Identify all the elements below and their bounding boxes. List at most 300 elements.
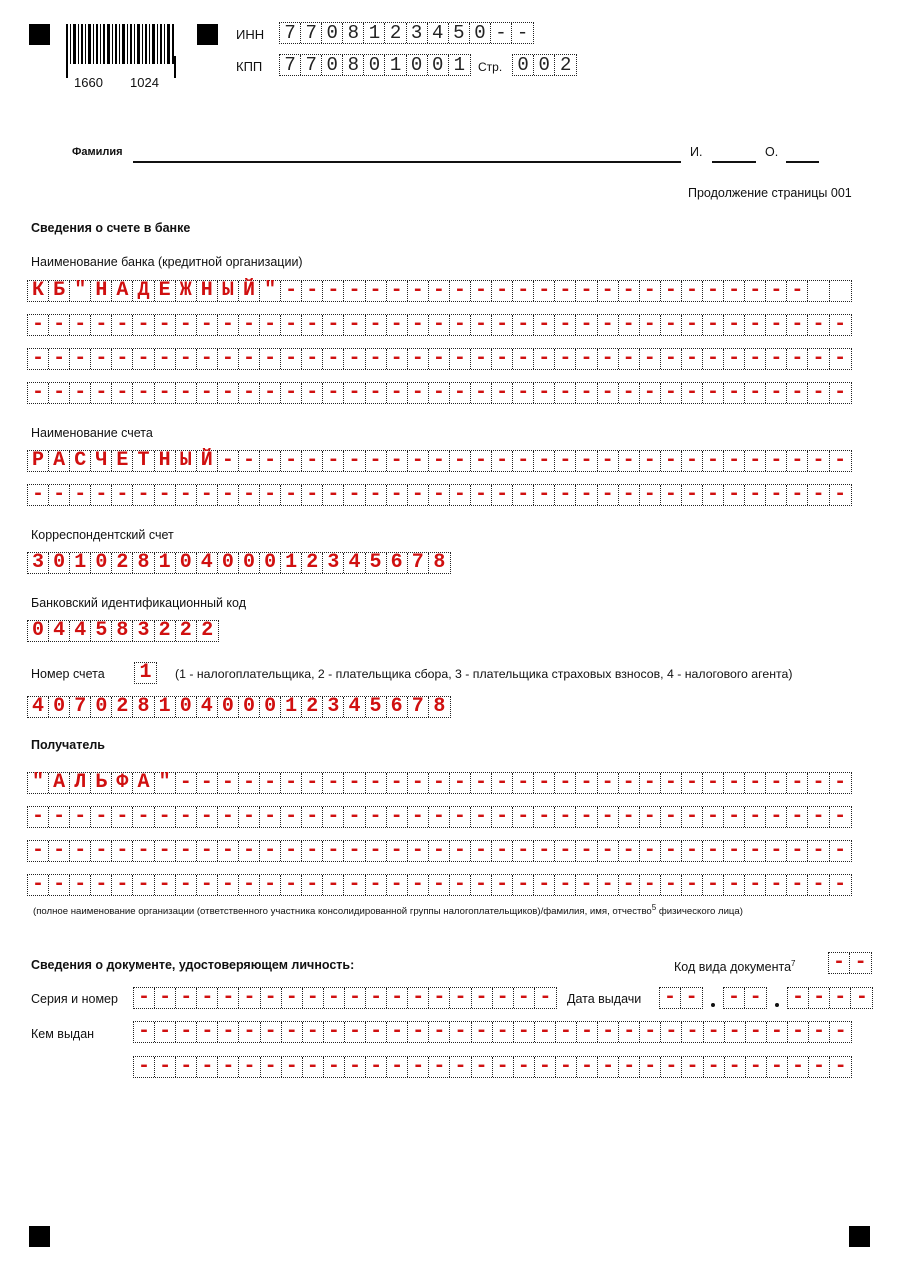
char-cell: - [70,315,91,335]
char-cell: - [661,315,682,335]
char-cell: - [134,1057,155,1077]
inn-field[interactable] [279,22,534,44]
char-cell: А [133,773,154,793]
char-cell: - [281,315,302,335]
char-cell: - [535,1057,556,1077]
char-cell: 2 [385,23,406,43]
char-cell: - [155,383,176,403]
char-cell: - [640,349,661,369]
char-cell: - [725,1057,746,1077]
char-cell: - [218,875,239,895]
char-cell: - [745,281,766,301]
char-cell: - [176,1022,197,1042]
char-cell: - [661,1057,682,1077]
char-cell: - [492,281,513,301]
char-cell: - [808,383,829,403]
char-cell: 2 [302,553,323,573]
char-cell: - [282,1057,303,1077]
char-cell: - [704,1057,725,1077]
char-cell: - [830,988,851,1008]
char-cell: - [344,315,365,335]
char-cell: - [619,383,640,403]
char-cell: - [492,485,513,505]
char-cell: - [703,875,724,895]
char-cell: - [576,281,597,301]
char-cell: - [176,807,197,827]
char-cell: - [661,773,682,793]
char-cell: 4 [70,621,91,641]
char-cell: - [260,349,281,369]
char-cell: 4 [197,553,218,573]
char-cell: - [724,383,745,403]
char-cell: - [598,875,619,895]
char-cell: 7 [280,55,301,75]
char-cell: - [682,875,703,895]
char-cell: - [556,1022,577,1042]
char-cell: - [492,841,513,861]
char-cell: - [261,1022,282,1042]
char-cell: 0 [534,55,555,75]
char-cell: 1 [155,553,176,573]
char-cell: - [366,1022,387,1042]
char-cell: - [766,281,787,301]
char-cell: - [661,349,682,369]
char-cell: - [28,807,49,827]
char-cell: - [576,841,597,861]
char-cell: - [809,1022,830,1042]
char-cell: - [281,773,302,793]
char-cell: - [429,841,450,861]
char-cell: - [766,773,787,793]
char-cell: - [576,773,597,793]
char-cell: - [112,841,133,861]
recipient-row[interactable] [27,772,852,794]
char-cell: - [492,383,513,403]
char-cell: - [281,485,302,505]
char-cell: - [598,383,619,403]
char-cell: - [429,807,450,827]
char-cell: - [323,315,344,335]
char-cell: - [239,807,260,827]
char-cell: - [619,349,640,369]
char-cell: - [834,1055,847,1078]
issue-year-field[interactable] [787,987,873,1009]
char-cell: - [809,988,830,1008]
char-cell: - [640,841,661,861]
char-cell: - [239,1022,260,1042]
char-cell: - [408,1022,429,1042]
char-cell: - [260,773,281,793]
char-cell: 4 [344,697,365,717]
account-number-field[interactable] [27,696,451,718]
page-field[interactable] [512,54,577,76]
char-cell: - [619,1022,640,1042]
account-type-field[interactable] [134,662,157,684]
char-cell: - [682,315,703,335]
char-cell: 3 [407,23,428,43]
bank-name-row[interactable] [27,314,852,336]
char-cell: 6 [387,553,408,573]
series-number-field[interactable] [133,987,557,1009]
char-cell: - [766,315,787,335]
char-cell: - [282,988,303,1008]
char-cell: - [302,875,323,895]
char-cell: - [703,485,724,505]
char-cell: 0 [176,697,197,717]
char-cell: - [302,773,323,793]
char-cell: - [682,1057,703,1077]
char-cell: - [471,485,492,505]
char-cell: 4 [197,697,218,717]
char-cell: - [703,807,724,827]
char-cell: - [703,281,724,301]
char-cell [830,281,851,301]
char-cell: - [345,1022,366,1042]
char-cell: - [493,1022,514,1042]
recipient-note-text: (полное наименование организации (ответственного участника консолидированной группы налогоплательщиков)/фамилия, имя, отчество [33,906,652,918]
barcode-number-left: 1660 [74,75,103,90]
char-cell: - [745,841,766,861]
char-cell: - [28,383,49,403]
bank-name-row[interactable] [27,280,852,302]
char-cell: - [218,485,239,505]
char-cell: 1 [281,697,302,717]
char-cell: 0 [28,621,49,641]
char-cell: - [176,485,197,505]
char-cell: - [408,281,429,301]
recipient-row[interactable] [27,806,852,828]
char-cell: - [133,349,154,369]
char-cell: - [112,485,133,505]
char-cell: - [112,383,133,403]
account-name-row[interactable] [27,450,852,472]
char-cell: - [133,807,154,827]
char-cell: 7 [70,697,91,717]
char-cell: - [745,349,766,369]
char-cell: - [239,841,260,861]
char-cell: - [155,988,176,1008]
char-cell: - [261,988,282,1008]
char-cell: - [91,875,112,895]
char-cell: - [834,483,847,506]
char-cell: - [134,1022,155,1042]
char-cell: 7 [280,23,301,43]
char-cell: - [450,841,471,861]
char-cell: - [260,315,281,335]
char-cell: - [619,807,640,827]
char-cell: - [28,315,49,335]
char-cell: - [619,773,640,793]
char-cell: - [408,875,429,895]
char-cell: - [450,315,471,335]
char-cell: - [598,807,619,827]
char-cell: 1 [364,23,385,43]
char-cell: - [808,315,829,335]
char-cell: - [619,451,640,471]
char-cell: - [724,988,745,1008]
char-cell: 2 [201,619,214,642]
recipient-row[interactable] [27,874,852,896]
char-cell: - [808,485,829,505]
char-cell: - [112,315,133,335]
initial-i-line[interactable] [712,161,756,163]
char-cell: 0 [322,23,343,43]
char-cell: - [197,988,218,1008]
char-cell: - [534,349,555,369]
char-cell: - [197,875,218,895]
char-cell: - [450,383,471,403]
char-cell: - [387,383,408,403]
char-cell: - [344,485,365,505]
char-cell: - [366,841,387,861]
char-cell: - [471,349,492,369]
char-cell: - [303,1057,324,1077]
char-cell: А [112,281,133,301]
char-cell: - [640,1057,661,1077]
char-cell: 8 [433,695,446,718]
char-cell: - [408,1057,429,1077]
bank-name-row[interactable] [27,348,852,370]
char-cell: - [91,349,112,369]
char-cell: - [703,349,724,369]
doc-type-field[interactable] [828,952,872,974]
char-cell: 4 [344,553,365,573]
char-cell: - [302,451,323,471]
char-cell: - [704,1022,725,1042]
char-cell: - [492,451,513,471]
char-cell: - [450,485,471,505]
char-cell: - [514,1022,535,1042]
recipient-row[interactable] [27,840,852,862]
barcode-bars [66,24,176,64]
char-cell: - [682,773,703,793]
char-cell: - [492,807,513,827]
char-cell: - [682,349,703,369]
char-cell: 4 [49,621,70,641]
account-name-row[interactable] [27,484,852,506]
char-cell: - [366,383,387,403]
corner-marker-bottom-right [849,1226,870,1247]
char-cell: Ы [218,281,239,301]
char-cell: - [555,349,576,369]
char-cell: - [344,349,365,369]
char-cell: - [28,841,49,861]
issue-day-field[interactable] [659,987,703,1009]
surname-line[interactable] [133,161,681,163]
char-cell: - [788,988,809,1008]
doc-type-label [674,959,795,974]
char-cell: - [176,315,197,335]
char-cell: 5 [366,553,387,573]
char-cell: - [492,875,513,895]
char-cell: - [534,451,555,471]
char-cell: - [450,1022,471,1042]
char-cell: - [387,485,408,505]
char-cell: - [176,875,197,895]
char-cell: - [513,281,534,301]
char-cell: - [661,485,682,505]
char-cell: 0 [428,55,449,75]
char-cell: - [366,315,387,335]
doc-type-label-text: Код вида документа [674,960,792,975]
char-cell: - [429,485,450,505]
account-name-label: Наименование счета [31,426,153,440]
char-cell: - [492,315,513,335]
char-cell: - [766,807,787,827]
char-cell: - [176,1057,197,1077]
char-cell: - [745,875,766,895]
char-cell: - [834,771,847,794]
corr-account-field[interactable] [27,552,451,574]
char-cell: - [408,383,429,403]
char-cell: - [197,383,218,403]
char-cell: - [28,875,49,895]
char-cell: - [260,875,281,895]
char-cell: С [70,451,91,471]
id-document-title: Сведения о документе, удостоверяющем личность: [31,958,355,972]
char-cell: - [70,807,91,827]
char-cell: - [450,988,471,1008]
initial-o-line[interactable] [786,161,819,163]
bank-section-title: Сведения о счете в банке [31,221,191,235]
char-cell: Б [49,281,70,301]
char-cell: - [514,988,535,1008]
char-cell: 0 [260,553,281,573]
continuation-text: Продолжение страницы 001 [688,186,852,200]
char-cell: - [661,451,682,471]
char-cell: - [387,1057,408,1077]
char-cell: - [724,807,745,827]
char-cell: - [387,1022,408,1042]
char-cell: Н [197,281,218,301]
char-cell: - [176,988,197,1008]
char-cell: - [513,451,534,471]
char-cell: 8 [343,55,364,75]
char-cell: - [387,841,408,861]
char-cell: - [450,773,471,793]
char-cell: - [749,986,762,1009]
series-number-label: Серия и номер [31,992,118,1006]
char-cell: Д [133,281,154,301]
issued-by-row[interactable] [133,1056,852,1078]
char-cell: - [239,451,260,471]
char-cell: - [408,349,429,369]
char-cell: - [366,1057,387,1077]
char-cell: - [640,1022,661,1042]
char-cell: 0 [407,55,428,75]
recipient-note-sup: 5 [651,903,657,912]
char-cell: - [281,451,302,471]
char-cell: - [640,281,661,301]
char-cell: - [303,988,324,1008]
char-cell: - [197,807,218,827]
char-cell: - [834,839,847,862]
char-cell: - [787,383,808,403]
char-cell: - [218,451,239,471]
char-cell: - [218,841,239,861]
char-cell: - [239,485,260,505]
char-cell: - [724,349,745,369]
char-cell: 1 [139,661,152,684]
char-cell: - [155,875,176,895]
char-cell: - [555,773,576,793]
char-cell: - [556,1057,577,1077]
char-cell: - [472,988,493,1008]
corr-account-label: Корреспондентский счет [31,528,174,542]
char-cell: - [387,281,408,301]
char-cell: - [345,1057,366,1077]
char-cell: - [598,349,619,369]
char-cell: - [260,807,281,827]
char-cell: - [598,1057,619,1077]
char-cell: - [746,1057,767,1077]
char-cell: - [788,1022,809,1042]
char-cell: - [555,281,576,301]
char-cell: - [344,875,365,895]
char-cell: Е [112,451,133,471]
char-cell: - [682,383,703,403]
char-cell: - [429,315,450,335]
char-cell: - [787,807,808,827]
char-cell: - [218,349,239,369]
char-cell: - [766,841,787,861]
char-cell: - [471,315,492,335]
char-cell: - [197,1057,218,1077]
char-cell: - [429,1057,450,1077]
char-cell: - [766,451,787,471]
char-cell: - [281,807,302,827]
char-cell: 4 [28,697,49,717]
char-cell: - [471,773,492,793]
char-cell: - [366,988,387,1008]
char-cell: - [344,841,365,861]
char-cell: К [28,281,49,301]
char-cell: - [133,485,154,505]
char-cell: 6 [387,697,408,717]
char-cell: 2 [302,697,323,717]
char-cell: - [197,315,218,335]
char-cell: - [493,988,514,1008]
char-cell: - [685,986,698,1009]
char-cell: - [787,315,808,335]
char-cell: - [703,451,724,471]
inn-label: ИНН [236,27,265,42]
char-cell: - [724,315,745,335]
kpp-field[interactable] [279,54,471,76]
char-cell: - [239,988,260,1008]
char-cell: - [534,383,555,403]
char-cell: - [302,315,323,335]
char-cell: - [640,875,661,895]
char-cell: - [281,383,302,403]
char-cell: - [344,281,365,301]
char-cell: 0 [91,697,112,717]
bank-name-row[interactable] [27,382,852,404]
char-cell: 7 [408,697,429,717]
corner-marker-top-left [29,24,50,45]
char-cell: Ь [91,773,112,793]
char-cell: - [534,485,555,505]
char-cell: - [619,875,640,895]
bic-field[interactable] [27,620,219,642]
char-cell: 1 [70,553,91,573]
issued-by-row[interactable] [133,1021,852,1043]
issue-month-field[interactable] [723,987,767,1009]
corner-marker-top-right [197,24,218,45]
char-cell: - [91,841,112,861]
char-cell: - [323,875,344,895]
char-cell: - [387,773,408,793]
